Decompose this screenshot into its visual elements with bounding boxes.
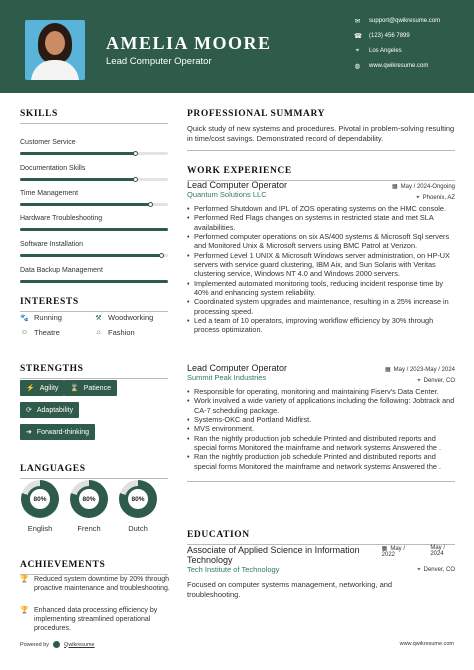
skill-bar-fill bbox=[20, 203, 150, 206]
job-dates: ▦ May / 2023-May / 2024 bbox=[384, 367, 455, 373]
job-entry bbox=[187, 180, 455, 335]
calendar-icon: ▦ bbox=[391, 184, 398, 190]
duty-item: • Implemented automated monitoring tools, reducing incident response time by 40% and enhancing system reliability. bbox=[187, 279, 455, 298]
skill-bar-fill bbox=[20, 228, 168, 231]
job-company: Quantum Solutions LLC bbox=[187, 190, 267, 199]
job-company: Summit Peak Industries bbox=[187, 373, 267, 382]
skill-label: Software Installation bbox=[20, 241, 84, 248]
skill-label: Data Backup Management bbox=[20, 267, 103, 274]
summary-text: Quick study of new systems and procedures. Pivotal in problem-solving resulting in time/cost savings. Demonstrated record of dependability. bbox=[187, 124, 455, 144]
skill-label: Hardware Troubleshooting bbox=[20, 215, 103, 222]
pin-icon: ⌖ bbox=[417, 567, 421, 573]
skill-bar-knob bbox=[133, 177, 138, 182]
refresh-icon: ⟳ bbox=[26, 407, 32, 414]
interest-running: 🐾 Running bbox=[20, 313, 62, 322]
profile-photo bbox=[25, 20, 85, 80]
footer-url[interactable]: www.qwikresume.com bbox=[399, 641, 454, 647]
trophy-icon: 🏆 bbox=[20, 576, 29, 583]
strength-patience: ⌛ Patience bbox=[64, 380, 117, 396]
languages-heading: LANGUAGES bbox=[20, 464, 86, 474]
skill-bar-fill bbox=[20, 254, 161, 257]
phone-icon: ☎ bbox=[354, 33, 363, 40]
summary-section bbox=[187, 109, 455, 151]
language-ring: 80% bbox=[21, 480, 59, 518]
education-entry bbox=[187, 545, 455, 600]
job-duties bbox=[187, 387, 455, 471]
mail-icon: ✉ bbox=[354, 18, 361, 25]
edu-location: ⌖ Denver, CO bbox=[417, 567, 455, 573]
skill-item bbox=[20, 190, 168, 206]
duty-item: • Coordinated system upgrades and maintenance, resulting in a 25% increase in processing speed. bbox=[187, 297, 455, 316]
hourglass-icon: ⌛ bbox=[70, 385, 79, 392]
job-title: Lead Computer Operator bbox=[187, 363, 288, 373]
skill-item bbox=[20, 215, 168, 231]
skill-item bbox=[20, 165, 168, 181]
language-dutch: 80% Dutch bbox=[119, 480, 157, 533]
qwikresume-logo-icon bbox=[53, 641, 60, 648]
duty-item: • Ran the nightly production job schedule Printed and distributed reports and special forms Monitored the mainframe and network systems Answered the . bbox=[187, 452, 455, 471]
skill-label: Time Management bbox=[20, 190, 79, 197]
language-french: 80% French bbox=[70, 480, 108, 533]
skill-bar-knob bbox=[159, 253, 164, 258]
footer-brand-link[interactable]: Qwikresume bbox=[64, 641, 95, 648]
arrow-icon: ➜ bbox=[26, 429, 32, 436]
location-icon: ⌖ bbox=[355, 47, 360, 54]
education-heading: EDUCATION bbox=[187, 530, 250, 540]
duty-item: • Ran the nightly production job schedule Printed and distributed reports and special forms Monitored the mainframe and network systems Answered the . bbox=[187, 434, 455, 453]
achievement-item: 🏆 Enhanced data processing efficiency by implementing streamlined operational procedures. bbox=[20, 607, 158, 633]
language-ring: 80% bbox=[119, 480, 157, 518]
job-location: ⌖ Denver, CO bbox=[417, 378, 455, 384]
strengths-heading: STRENGTHS bbox=[20, 364, 84, 374]
interests-heading: INTERESTS bbox=[20, 297, 79, 307]
skill-bar-fill bbox=[20, 280, 168, 283]
school-name: Tech Institute of Technology bbox=[187, 565, 280, 574]
strength-forward-thinking: ➜ Forward-thinking bbox=[20, 424, 95, 440]
language-english: 80% English bbox=[21, 480, 59, 533]
skill-bar-fill bbox=[20, 178, 135, 181]
skill-item bbox=[20, 139, 168, 155]
duty-item: • Systems-OKC and Portland Midfirst. bbox=[187, 415, 455, 424]
summary-heading: PROFESSIONAL SUMMARY bbox=[187, 109, 326, 119]
candidate-title: Lead Computer Operator bbox=[106, 56, 212, 67]
language-ring: 80% bbox=[70, 480, 108, 518]
duty-item: • Responsible for operating, monitoring and maintaining Fiserv's Data Center. bbox=[187, 387, 455, 396]
skill-label: Customer Service bbox=[20, 139, 76, 146]
experience-heading: WORK EXPERIENCE bbox=[187, 166, 292, 176]
contact-website[interactable]: ◍ www.qwikresume.com bbox=[354, 63, 429, 70]
skill-item bbox=[20, 241, 168, 257]
job-title: Lead Computer Operator bbox=[187, 180, 288, 190]
contact-phone[interactable]: ☎ (123) 456 7899 bbox=[354, 33, 410, 40]
globe-icon: ◍ bbox=[354, 63, 361, 70]
calendar-icon: ▦ bbox=[381, 546, 388, 552]
achievements-heading: ACHIEVEMENTS bbox=[20, 560, 106, 570]
skills-section bbox=[20, 109, 168, 274]
skill-bar-fill bbox=[20, 152, 135, 155]
skill-item bbox=[20, 267, 168, 283]
duty-item: • Performed computer operations on six AS/400 systems & Microsoft Sql servers and Monitored Unix & Microsoft servers using BMC Patrol at Verizon. bbox=[187, 232, 455, 251]
calendar-icon: ▦ bbox=[384, 367, 391, 373]
theatre-icon: ☺ bbox=[20, 329, 29, 336]
job-duties bbox=[187, 204, 455, 335]
pin-icon: ⌖ bbox=[416, 195, 420, 201]
job-entry bbox=[187, 363, 455, 482]
skills-heading: SKILLS bbox=[20, 109, 58, 119]
experience-section bbox=[187, 166, 455, 181]
duty-item: • Led a team of 10 operators, improving workflow efficiency by 30% through process optimization. bbox=[187, 316, 455, 335]
degree-title: Associate of Applied Science in Information Technology bbox=[187, 545, 360, 565]
duty-item: • Performed Shutdown and IPL of ZOS operating systems on the HMC console. bbox=[187, 204, 455, 213]
contact-location: ⌖ Los Angeles bbox=[355, 47, 402, 54]
interest-fashion: ⌂ Fashion bbox=[94, 328, 135, 337]
pin-icon: ⌖ bbox=[417, 378, 421, 384]
candidate-name: AMELIA MOORE bbox=[106, 33, 272, 53]
education-section bbox=[187, 530, 455, 545]
interest-woodworking: ⚒ Woodworking bbox=[95, 313, 154, 322]
edu-start-date: ▦ May / 2022 bbox=[381, 546, 405, 558]
footer-powered-by: Powered by Qwikresume bbox=[20, 641, 95, 648]
skill-bar-knob bbox=[133, 151, 138, 156]
duty-item: • Work involved a wide variety of applications including the following: Jobtrack and CA-7 scheduling package. bbox=[187, 396, 455, 415]
duty-item: • Performed Red Flags changes on systems in restricted state and met SLA availabilities. bbox=[187, 213, 455, 232]
trophy-icon: 🏆 bbox=[20, 607, 29, 614]
strength-agility: ⚡ Agility bbox=[20, 380, 64, 396]
paw-icon: 🐾 bbox=[20, 314, 29, 322]
duty-item: • MVS environment. bbox=[187, 424, 455, 433]
bolt-icon: ⚡ bbox=[26, 385, 35, 392]
skill-label: Documentation Skills bbox=[20, 165, 86, 172]
job-location: ⌖ Phoenix, AZ bbox=[416, 195, 455, 201]
contact-email[interactable]: ✉ support@qwikresume.com bbox=[354, 18, 441, 25]
achievement-item: 🏆 Reduced system downtime by 20% through proactive maintenance and troubleshooting. bbox=[20, 576, 170, 593]
job-dates: ▦ May / 2024-Ongoing bbox=[391, 184, 455, 190]
edu-end-date: May / 2024 bbox=[430, 545, 445, 557]
education-text: Focused on computer systems management, networking, and troubleshooting. bbox=[187, 580, 393, 600]
strength-adaptability: ⟳ Adaptability bbox=[20, 402, 79, 418]
duty-item: • Performed Level 1 UNIX & Microsoft Windows server administration, on HP-UX servers with service guard clustering, IBM Aix, and Sun Solaris with Veritas clustering service, Windows NT 4.0 and Windows 2000 servers. bbox=[187, 251, 455, 279]
interest-theatre: ☺ Theatre bbox=[20, 328, 60, 337]
hammer-icon: ⚒ bbox=[95, 314, 102, 322]
resume-header bbox=[0, 0, 474, 93]
interests-section bbox=[20, 297, 168, 347]
skill-bar-knob bbox=[148, 202, 153, 207]
hanger-icon: ⌂ bbox=[96, 329, 101, 336]
